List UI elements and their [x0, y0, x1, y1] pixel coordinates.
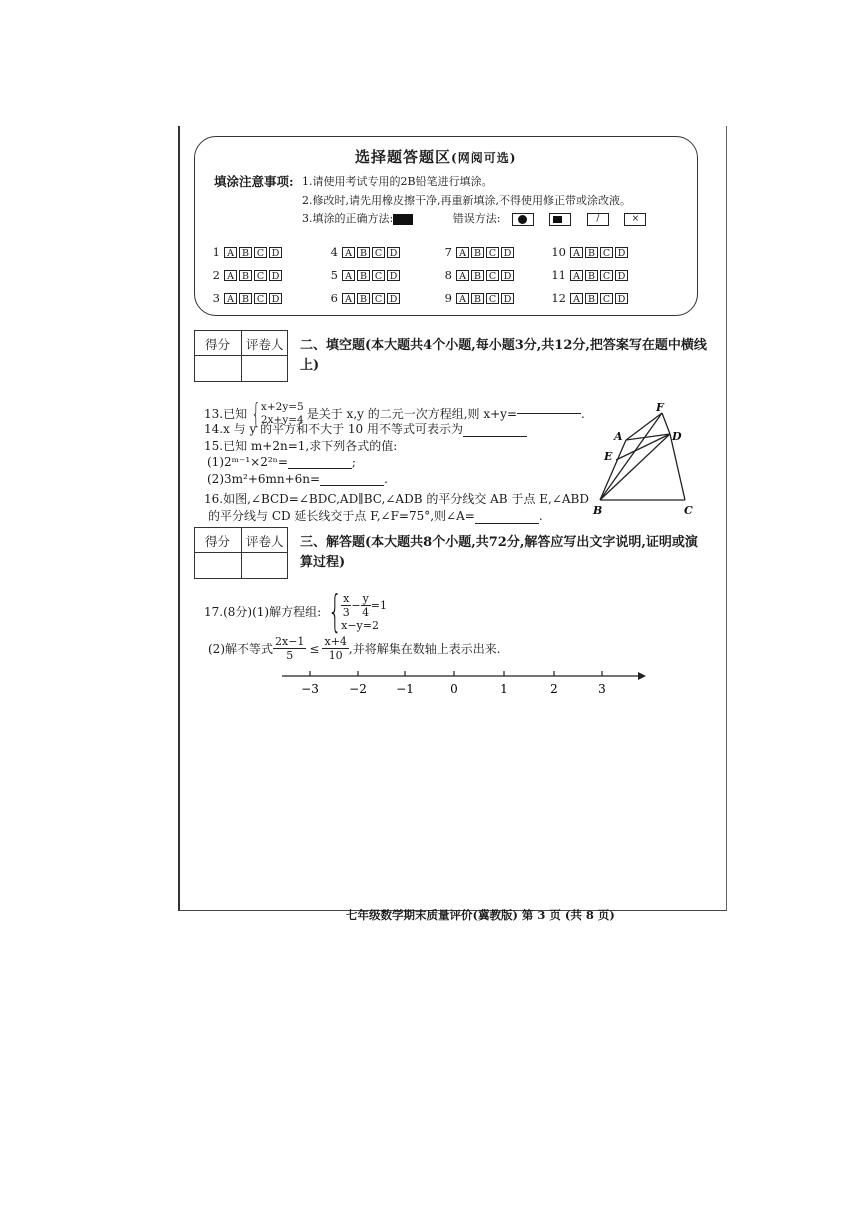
mcq-question-7: [430, 245, 516, 259]
score-box-section3: 得分 评卷人: [194, 527, 288, 579]
question-16-line2: 的平分线与 CD 延长线交于点 F,∠F=75°,则∠A= .: [208, 509, 543, 523]
question-15: 15.已知 m+2n=1,求下列各式的值:: [204, 439, 398, 453]
mcq-option-c-bubble[interactable]: C: [372, 270, 385, 281]
wrong-mark-slash: /: [587, 213, 609, 226]
page-footer: 七年级数学期末质量评价(冀教版) 第 3 页 (共 8 页): [346, 908, 615, 922]
wrong-mark-dot: [512, 213, 534, 226]
number-line: [280, 666, 648, 698]
mcq-option-b-bubble[interactable]: B: [471, 293, 484, 304]
axis-tick-label: 2: [550, 682, 558, 696]
mcq-question-number: 6: [330, 291, 338, 305]
mcq-option-a-bubble[interactable]: A: [342, 293, 355, 304]
mcq-question-number: 5: [330, 268, 338, 282]
mcq-option-b-bubble[interactable]: B: [585, 247, 598, 258]
mcq-option-a-bubble[interactable]: A: [570, 247, 583, 258]
note-2: 2.修改时,请先用橡皮擦干净,再重新填涂,不得使用修正带或涂改液。: [302, 194, 631, 207]
mcq-question-2: [198, 268, 284, 282]
section3-heading: 三、解答题(本大题共8个小题,共72分,解答应写出文字说明,证明或演算过程): [300, 535, 698, 570]
mcq-option-b-bubble[interactable]: B: [471, 270, 484, 281]
mcq-option-c-bubble[interactable]: C: [254, 293, 267, 304]
mcq-question-1: [198, 245, 284, 259]
mcq-question-12: [544, 291, 630, 305]
mcq-option-c-bubble[interactable]: C: [600, 270, 613, 281]
mcq-question-number: 7: [444, 245, 452, 259]
answer-blank-14[interactable]: [463, 436, 527, 437]
mcq-title: 选择题答题区(网阅可选): [355, 148, 517, 166]
question-16-line1: 16.如图,∠BCD=∠BDC,AD∥BC,∠ADB 的平分线交 AB 于点 E,∠ABD: [204, 492, 589, 506]
question-17-part2: (2)解不等式 $\frac{2x-1}{5}$ ≤ $\frac{x+4}{10}$ ,并将解集在数轴上表示出来.: [208, 635, 501, 662]
mcq-option-a-bubble[interactable]: A: [224, 247, 237, 258]
mcq-question-9: [430, 291, 516, 305]
arrow-icon: [638, 672, 646, 680]
answer-blank-15-1[interactable]: [288, 468, 352, 469]
mcq-question-3: [198, 291, 284, 305]
mcq-option-d-bubble[interactable]: D: [387, 247, 400, 258]
mcq-option-a-bubble[interactable]: A: [342, 270, 355, 281]
question-13: 13.已知 { x+2y=5 2x+y=4 是关于 x,y 的二元一次方程组,则 x+y= .: [204, 397, 585, 430]
mcq-option-a-bubble[interactable]: A: [342, 247, 355, 258]
mcq-question-10: [544, 245, 630, 259]
question-14: 14.x 与 y 的平方和不大于 10 用不等式可表示为: [204, 420, 527, 437]
mcq-question-6: [316, 291, 402, 305]
mcq-option-b-bubble[interactable]: B: [585, 270, 598, 281]
mcq-option-c-bubble[interactable]: C: [372, 247, 385, 258]
mcq-option-a-bubble[interactable]: A: [456, 247, 469, 258]
mcq-option-a-bubble[interactable]: A: [224, 293, 237, 304]
mcq-option-d-bubble[interactable]: D: [501, 293, 514, 304]
mcq-question-number: 9: [444, 291, 452, 305]
note-1: 1.请使用考试专用的2B铅笔进行填涂。: [302, 175, 493, 188]
mcq-option-c-bubble[interactable]: C: [486, 247, 499, 258]
mcq-option-a-bubble[interactable]: A: [456, 270, 469, 281]
answer-blank-15-2[interactable]: [320, 485, 384, 486]
mcq-option-b-bubble[interactable]: B: [357, 293, 370, 304]
label-D: D: [672, 430, 682, 443]
wrong-mark-cross: ×: [624, 213, 646, 226]
mcq-question-number: 2: [212, 268, 220, 282]
axis-tick-label: 3: [598, 682, 606, 696]
axis-tick-label: −1: [396, 682, 414, 696]
mcq-option-c-bubble[interactable]: C: [486, 293, 499, 304]
mcq-option-b-bubble[interactable]: B: [239, 293, 252, 304]
correct-mark-example: [393, 214, 413, 225]
notes-heading: 填涂注意事项:: [214, 174, 294, 189]
mcq-option-c-bubble[interactable]: C: [486, 270, 499, 281]
mcq-option-a-bubble[interactable]: A: [570, 293, 583, 304]
mcq-question-number: 4: [330, 245, 338, 259]
axis-tick-label: 0: [450, 682, 458, 696]
mcq-option-a-bubble[interactable]: A: [570, 270, 583, 281]
answer-blank-13[interactable]: [517, 413, 581, 414]
geometry-figure: [590, 400, 700, 518]
mcq-option-d-bubble[interactable]: D: [501, 270, 514, 281]
axis-tick-label: −2: [349, 682, 367, 696]
answer-blank-16[interactable]: [475, 523, 539, 524]
mcq-question-5: [316, 268, 402, 282]
question-17-part1: 17.(8分)(1)解方程组: { $\frac{x}{3}$ − $\frac{y}{4}$ =1 x−y=2: [204, 586, 387, 637]
mcq-option-d-bubble[interactable]: D: [387, 270, 400, 281]
label-B: B: [593, 504, 603, 517]
question-15-part1: (1)2ᵐ⁻¹×2²ⁿ= ;: [207, 455, 356, 469]
segment-DF: [662, 413, 670, 434]
mcq-option-c-bubble[interactable]: C: [372, 293, 385, 304]
mcq-question-number: 10: [551, 245, 566, 259]
mcq-option-b-bubble[interactable]: B: [239, 247, 252, 258]
label-C: C: [684, 504, 693, 517]
question-15-part2: (2)3m²+6mn+6n= .: [207, 472, 388, 486]
label-A: A: [614, 430, 623, 443]
mcq-option-b-bubble[interactable]: B: [585, 293, 598, 304]
axis-tick-label: 1: [500, 682, 508, 696]
mcq-option-a-bubble[interactable]: A: [224, 270, 237, 281]
axis-tick-label: −3: [301, 682, 319, 696]
mcq-question-4: [316, 245, 402, 259]
mcq-question-number: 12: [551, 291, 566, 305]
mcq-option-c-bubble[interactable]: C: [254, 247, 267, 258]
mcq-option-d-bubble[interactable]: D: [387, 293, 400, 304]
mcq-option-c-bubble[interactable]: C: [254, 270, 267, 281]
mcq-question-number: 8: [444, 268, 452, 282]
mcq-option-b-bubble[interactable]: B: [239, 270, 252, 281]
score-box-section2: 得分 评卷人: [194, 330, 288, 382]
mcq-option-c-bubble[interactable]: C: [600, 247, 613, 258]
mcq-option-d-bubble[interactable]: D: [269, 270, 282, 281]
mcq-option-d-bubble[interactable]: D: [269, 293, 282, 304]
segment-DC: [670, 434, 685, 500]
mcq-option-d-bubble[interactable]: D: [615, 270, 628, 281]
mcq-option-d-bubble[interactable]: D: [615, 293, 628, 304]
label-E: E: [604, 450, 613, 463]
mcq-question-number: 1: [212, 245, 220, 259]
note-3: 3.填涂的正确方法: 错误方法: / ×: [302, 210, 646, 226]
mcq-option-c-bubble[interactable]: C: [600, 293, 613, 304]
mcq-question-number: 11: [551, 268, 566, 282]
mcq-option-d-bubble[interactable]: D: [615, 247, 628, 258]
label-F: F: [656, 401, 664, 414]
segment-BD: [600, 434, 670, 500]
mcq-question-8: [430, 268, 516, 282]
mcq-option-b-bubble[interactable]: B: [357, 247, 370, 258]
mcq-option-d-bubble[interactable]: D: [501, 247, 514, 258]
section2-heading: 二、填空题(本大题共4个小题,每小题3分,共12分,把答案写在题中横线上): [300, 338, 707, 373]
mcq-question-number: 3: [212, 291, 220, 305]
mcq-option-d-bubble[interactable]: D: [269, 247, 282, 258]
mcq-option-a-bubble[interactable]: A: [456, 293, 469, 304]
mcq-option-b-bubble[interactable]: B: [471, 247, 484, 258]
mcq-option-b-bubble[interactable]: B: [357, 270, 370, 281]
mcq-question-11: [544, 268, 630, 282]
wrong-mark-half: [549, 213, 571, 226]
